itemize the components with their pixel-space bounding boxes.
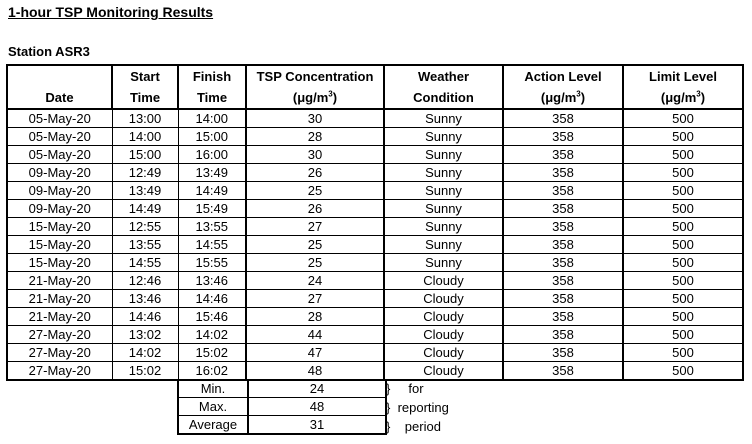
date-cell: 09-May-20 <box>7 200 112 218</box>
summary-max-value: 48 <box>248 398 386 416</box>
summary-max-label: Max. <box>178 398 248 416</box>
table-row <box>7 109 743 128</box>
table-row <box>7 272 743 290</box>
table-row <box>7 128 743 146</box>
date-cell: 21-May-20 <box>7 290 112 308</box>
start-time-cell: 13:55 <box>112 236 178 254</box>
finish-time-cell: 16:00 <box>178 146 246 164</box>
finish-time-cell: 14:00 <box>178 109 246 128</box>
tsp-value-cell: 25 <box>246 182 384 200</box>
action-level-cell: 358 <box>503 308 623 326</box>
weather-cell: Cloudy <box>384 272 503 290</box>
limit-level-cell: 500 <box>623 164 743 182</box>
finish-time-cell: 15:46 <box>178 308 246 326</box>
table-row <box>7 344 743 362</box>
tsp-value-cell: 30 <box>246 109 384 128</box>
summary-average-label: Average <box>178 416 248 435</box>
finish-time-cell: 15:00 <box>178 128 246 146</box>
limit-level-cell: 500 <box>623 308 743 326</box>
summary-row-average <box>178 416 386 435</box>
header-action-level: Action Level $(\mu g/m^3)$ <box>503 65 623 109</box>
weather-cell: Sunny <box>384 146 503 164</box>
limit-level-cell: 500 <box>623 182 743 200</box>
limit-level-cell: 500 <box>623 290 743 308</box>
start-time-cell: 14:00 <box>112 128 178 146</box>
tsp-value-cell: 27 <box>246 290 384 308</box>
weather-cell: Sunny <box>384 200 503 218</box>
limit-level-cell: 500 <box>623 254 743 272</box>
start-time-cell: 14:46 <box>112 308 178 326</box>
weather-cell: Cloudy <box>384 290 503 308</box>
summary-average-value: 31 <box>248 416 386 435</box>
date-cell: 15-May-20 <box>7 236 112 254</box>
station-label: Station ASR3 <box>8 44 90 59</box>
action-level-cell: 358 <box>503 164 623 182</box>
header-row <box>7 65 743 109</box>
action-level-cell: 358 <box>503 128 623 146</box>
summary-min-value: 24 <box>248 380 386 398</box>
weather-cell: Sunny <box>384 164 503 182</box>
finish-time-cell: 13:49 <box>178 164 246 182</box>
action-level-cell: 358 <box>503 182 623 200</box>
start-time-cell: 12:49 <box>112 164 178 182</box>
limit-level-cell: 500 <box>623 362 743 381</box>
table-row <box>7 182 743 200</box>
weather-cell: Sunny <box>384 128 503 146</box>
summary-min-label: Min. <box>178 380 248 398</box>
header-date: Date <box>7 65 112 109</box>
table-row <box>7 308 743 326</box>
finish-time-cell: 14:55 <box>178 236 246 254</box>
action-level-cell: 358 <box>503 109 623 128</box>
table-row <box>7 326 743 344</box>
finish-time-cell: 14:49 <box>178 182 246 200</box>
date-cell: 15-May-20 <box>7 254 112 272</box>
tsp-value-cell: 24 <box>246 272 384 290</box>
table-row <box>7 254 743 272</box>
finish-time-cell: 13:46 <box>178 272 246 290</box>
date-cell: 05-May-20 <box>7 109 112 128</box>
date-cell: 27-May-20 <box>7 326 112 344</box>
date-cell: 27-May-20 <box>7 362 112 381</box>
weather-cell: Sunny <box>384 254 503 272</box>
start-time-cell: 14:02 <box>112 344 178 362</box>
date-cell: 21-May-20 <box>7 272 112 290</box>
date-cell: 21-May-20 <box>7 308 112 326</box>
weather-cell: Sunny <box>384 109 503 128</box>
finish-time-cell: 15:02 <box>178 344 246 362</box>
action-level-cell: 358 <box>503 218 623 236</box>
header-tsp-concentration: TSP Concentration $(\mu g/m^3)$ <box>246 65 384 109</box>
table-row <box>7 146 743 164</box>
date-cell: 05-May-20 <box>7 128 112 146</box>
start-time-cell: 13:49 <box>112 182 178 200</box>
weather-cell: Sunny <box>384 236 503 254</box>
start-time-cell: 13:00 <box>112 109 178 128</box>
summary-row-max <box>178 398 386 416</box>
limit-level-cell: 500 <box>623 272 743 290</box>
limit-level-cell: 500 <box>623 344 743 362</box>
action-level-cell: 358 <box>503 200 623 218</box>
finish-time-cell: 14:02 <box>178 326 246 344</box>
action-level-cell: 358 <box>503 326 623 344</box>
weather-cell: Cloudy <box>384 362 503 381</box>
start-time-cell: 12:55 <box>112 218 178 236</box>
header-limit-level: Limit Level $(\mu g/m^3)$ <box>623 65 743 109</box>
summary-row-min <box>178 380 386 398</box>
table-row <box>7 218 743 236</box>
start-time-cell: 13:46 <box>112 290 178 308</box>
action-level-cell: 358 <box>503 344 623 362</box>
date-cell: 05-May-20 <box>7 146 112 164</box>
table-row <box>7 290 743 308</box>
table-row <box>7 200 743 218</box>
limit-level-cell: 500 <box>623 218 743 236</box>
header-weather-condition: Weather Condition <box>384 65 503 109</box>
action-level-cell: 358 <box>503 236 623 254</box>
date-cell: 09-May-20 <box>7 164 112 182</box>
finish-time-cell: 15:49 <box>178 200 246 218</box>
action-level-cell: 358 <box>503 254 623 272</box>
action-level-cell: 358 <box>503 362 623 381</box>
action-level-cell: 358 <box>503 290 623 308</box>
tsp-results-table <box>6 64 744 381</box>
summary-note-line-2: } reporting <box>386 400 449 415</box>
action-level-cell: 358 <box>503 146 623 164</box>
limit-level-cell: 500 <box>623 109 743 128</box>
limit-level-cell: 500 <box>623 236 743 254</box>
weather-cell: Cloudy <box>384 344 503 362</box>
date-cell: 15-May-20 <box>7 218 112 236</box>
tsp-value-cell: 26 <box>246 200 384 218</box>
limit-level-cell: 500 <box>623 128 743 146</box>
table-row <box>7 164 743 182</box>
weather-cell: Sunny <box>384 218 503 236</box>
summary-note-line-3: } period <box>386 419 441 434</box>
limit-level-cell: 500 <box>623 326 743 344</box>
tsp-value-cell: 28 <box>246 308 384 326</box>
summary-note-line-1: } for <box>386 381 424 396</box>
finish-time-cell: 16:02 <box>178 362 246 381</box>
start-time-cell: 14:55 <box>112 254 178 272</box>
limit-level-cell: 500 <box>623 146 743 164</box>
action-level-cell: 358 <box>503 272 623 290</box>
limit-level-cell: 500 <box>623 200 743 218</box>
start-time-cell: 14:49 <box>112 200 178 218</box>
header-start-time: Start Time <box>112 65 178 109</box>
table-row <box>7 362 743 381</box>
finish-time-cell: 13:55 <box>178 218 246 236</box>
summary-table <box>177 379 387 435</box>
date-cell: 27-May-20 <box>7 344 112 362</box>
tsp-value-cell: 26 <box>246 164 384 182</box>
weather-cell: Sunny <box>384 182 503 200</box>
start-time-cell: 15:00 <box>112 146 178 164</box>
start-time-cell: 13:02 <box>112 326 178 344</box>
start-time-cell: 15:02 <box>112 362 178 381</box>
tsp-value-cell: 25 <box>246 254 384 272</box>
weather-cell: Cloudy <box>384 326 503 344</box>
tsp-value-cell: 28 <box>246 128 384 146</box>
tsp-value-cell: 48 <box>246 362 384 381</box>
finish-time-cell: 15:55 <box>178 254 246 272</box>
table-row <box>7 236 743 254</box>
date-cell: 09-May-20 <box>7 182 112 200</box>
tsp-value-cell: 44 <box>246 326 384 344</box>
weather-cell: Cloudy <box>384 308 503 326</box>
report-title: 1-hour TSP Monitoring Results <box>8 4 214 20</box>
tsp-value-cell: 25 <box>246 236 384 254</box>
tsp-value-cell: 30 <box>246 146 384 164</box>
header-finish-time: Finish Time <box>178 65 246 109</box>
tsp-value-cell: 27 <box>246 218 384 236</box>
start-time-cell: 12:46 <box>112 272 178 290</box>
tsp-value-cell: 47 <box>246 344 384 362</box>
finish-time-cell: 14:46 <box>178 290 246 308</box>
